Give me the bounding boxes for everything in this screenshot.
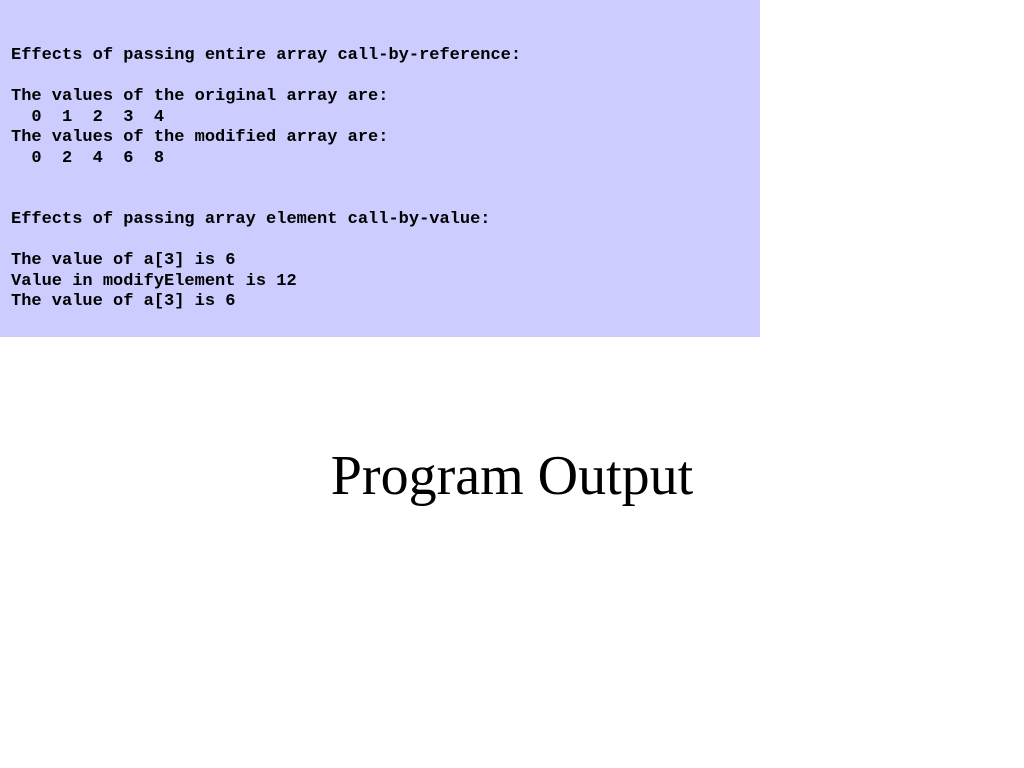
console-line: Value in modifyElement is 12 bbox=[11, 271, 297, 291]
console-line: The value of a[3] is 6 bbox=[11, 292, 236, 311]
console-line: Effects of passing array element call-by-value: bbox=[11, 210, 491, 229]
program-output-console bbox=[0, 0, 760, 337]
console-line bbox=[11, 190, 760, 211]
slide-title: Program Output bbox=[330, 445, 694, 507]
console-line: The value of a[3] is 6 bbox=[11, 251, 236, 270]
console-line bbox=[11, 169, 760, 190]
console-line: Effects of passing entire array call-by-reference: bbox=[11, 46, 522, 65]
console-line: 0 1 2 3 4 bbox=[11, 107, 165, 127]
console-line bbox=[11, 67, 760, 88]
console-line: The values of the original array are: bbox=[11, 87, 389, 106]
console-line: The values of the modified array are: bbox=[11, 128, 389, 147]
console-line bbox=[11, 231, 760, 252]
console-line: 0 2 4 6 8 bbox=[11, 148, 165, 168]
